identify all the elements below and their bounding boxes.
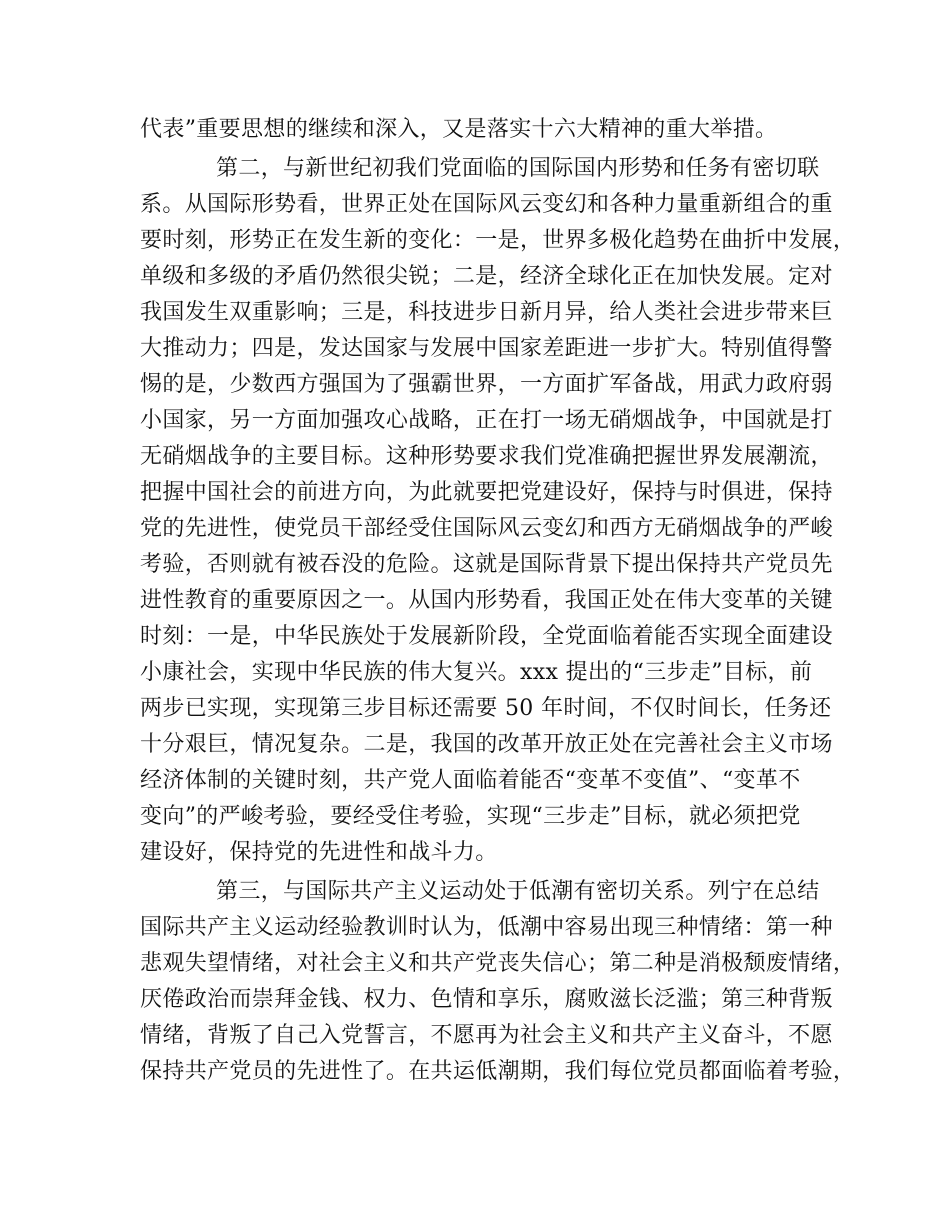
text-line: 惕的是，少数西方强国为了强霸世界，一方面扩军备战，用武力政府弱 <box>140 372 833 397</box>
text-line: 系。从国际形势看，世界正处在国际风云变幻和各种力量重新组合的重 <box>140 192 833 217</box>
text-line: 单级和多级的矛盾仍然很尖锐；二是，经济全球化正在加快发展。定对 <box>140 264 833 289</box>
text-line: 第三，与国际共产主义运动处于低潮有密切关系。列宁在总结 <box>216 879 820 904</box>
text-line: 第二，与新世纪初我们党面临的国际国内形势和任务有密切联 <box>216 156 820 181</box>
text-line: 考验，否则就有被吞没的危险。这就是国际背景下提出保持共产党员先 <box>140 552 833 577</box>
text-line: 代表”重要思想的继续和深入，又是落实十六大精神的重大举措。 <box>140 117 778 142</box>
text-line: 变向”的严峻考验，要经受住考验，实现“三步走”目标，就必须把党 <box>140 804 801 829</box>
text-line: 十分艰巨，情况复杂。二是，我国的改革开放正处在完善社会主义市场 <box>140 732 833 757</box>
text-line: 建设好，保持党的先进性和战斗力。 <box>140 840 498 865</box>
text-line: 小国家，另一方面加强攻心战略，正在打一场无硝烟战争，中国就是打 <box>140 408 833 433</box>
text-line: 国际共产主义运动经验教训时认为，低潮中容易出现三种情绪：第一种 <box>140 915 833 940</box>
text-line: 悲观失望情绪，对社会主义和共产党丧失信心；第二种是消极颓废情绪， <box>140 951 856 976</box>
text-line: 厌倦政治而崇拜金钱、权力、色情和享乐，腐败滋长泛滥；第三种背叛 <box>140 987 833 1012</box>
text-line: 我国发生双重影响；三是，科技进步日新月异，给人类社会进步带来巨 <box>140 300 833 325</box>
text-line: 要时刻，形势正在发生新的变化：一是，世界多极化趋势在曲折中发展， <box>140 228 856 253</box>
text-line: 时刻：一是，中华民族处于发展新阶段，全党面临着能否实现全面建设 <box>140 624 833 649</box>
text-line: 保持共产党员的先进性了。在共运低潮期，我们每位党员都面临着考验， <box>140 1059 856 1084</box>
text-line: 无硝烟战争的主要目标。这种形势要求我们党准确把握世界发展潮流， <box>140 444 833 469</box>
text-line: 小康社会，实现中华民族的伟大复兴。xxx 提出的“三步走”目标，前 <box>140 660 813 685</box>
text-line: 经济体制的关键时刻，共产党人面临着能否“变革不变值”、“变革不 <box>140 768 801 793</box>
text-line: 大推动力；四是，发达国家与发展中国家差距进一步扩大。特别值得警 <box>140 336 833 361</box>
text-line: 把握中国社会的前进方向，为此就要把党建设好，保持与时俱进，保持 <box>140 480 833 505</box>
text-line: 两步已实现，实现第三步目标还需要 50 年时间，不仅时间长，任务还 <box>140 696 832 721</box>
text-line: 进性教育的重要原因之一。从国内形势看，我国正处在伟大变革的关键 <box>140 588 833 613</box>
text-line: 情绪，背叛了自己入党誓言，不愿再为社会主义和共产主义奋斗，不愿 <box>140 1023 833 1048</box>
text-line: 党的先进性，使党员干部经受住国际风云变幻和西方无硝烟战争的严峻 <box>140 516 833 541</box>
